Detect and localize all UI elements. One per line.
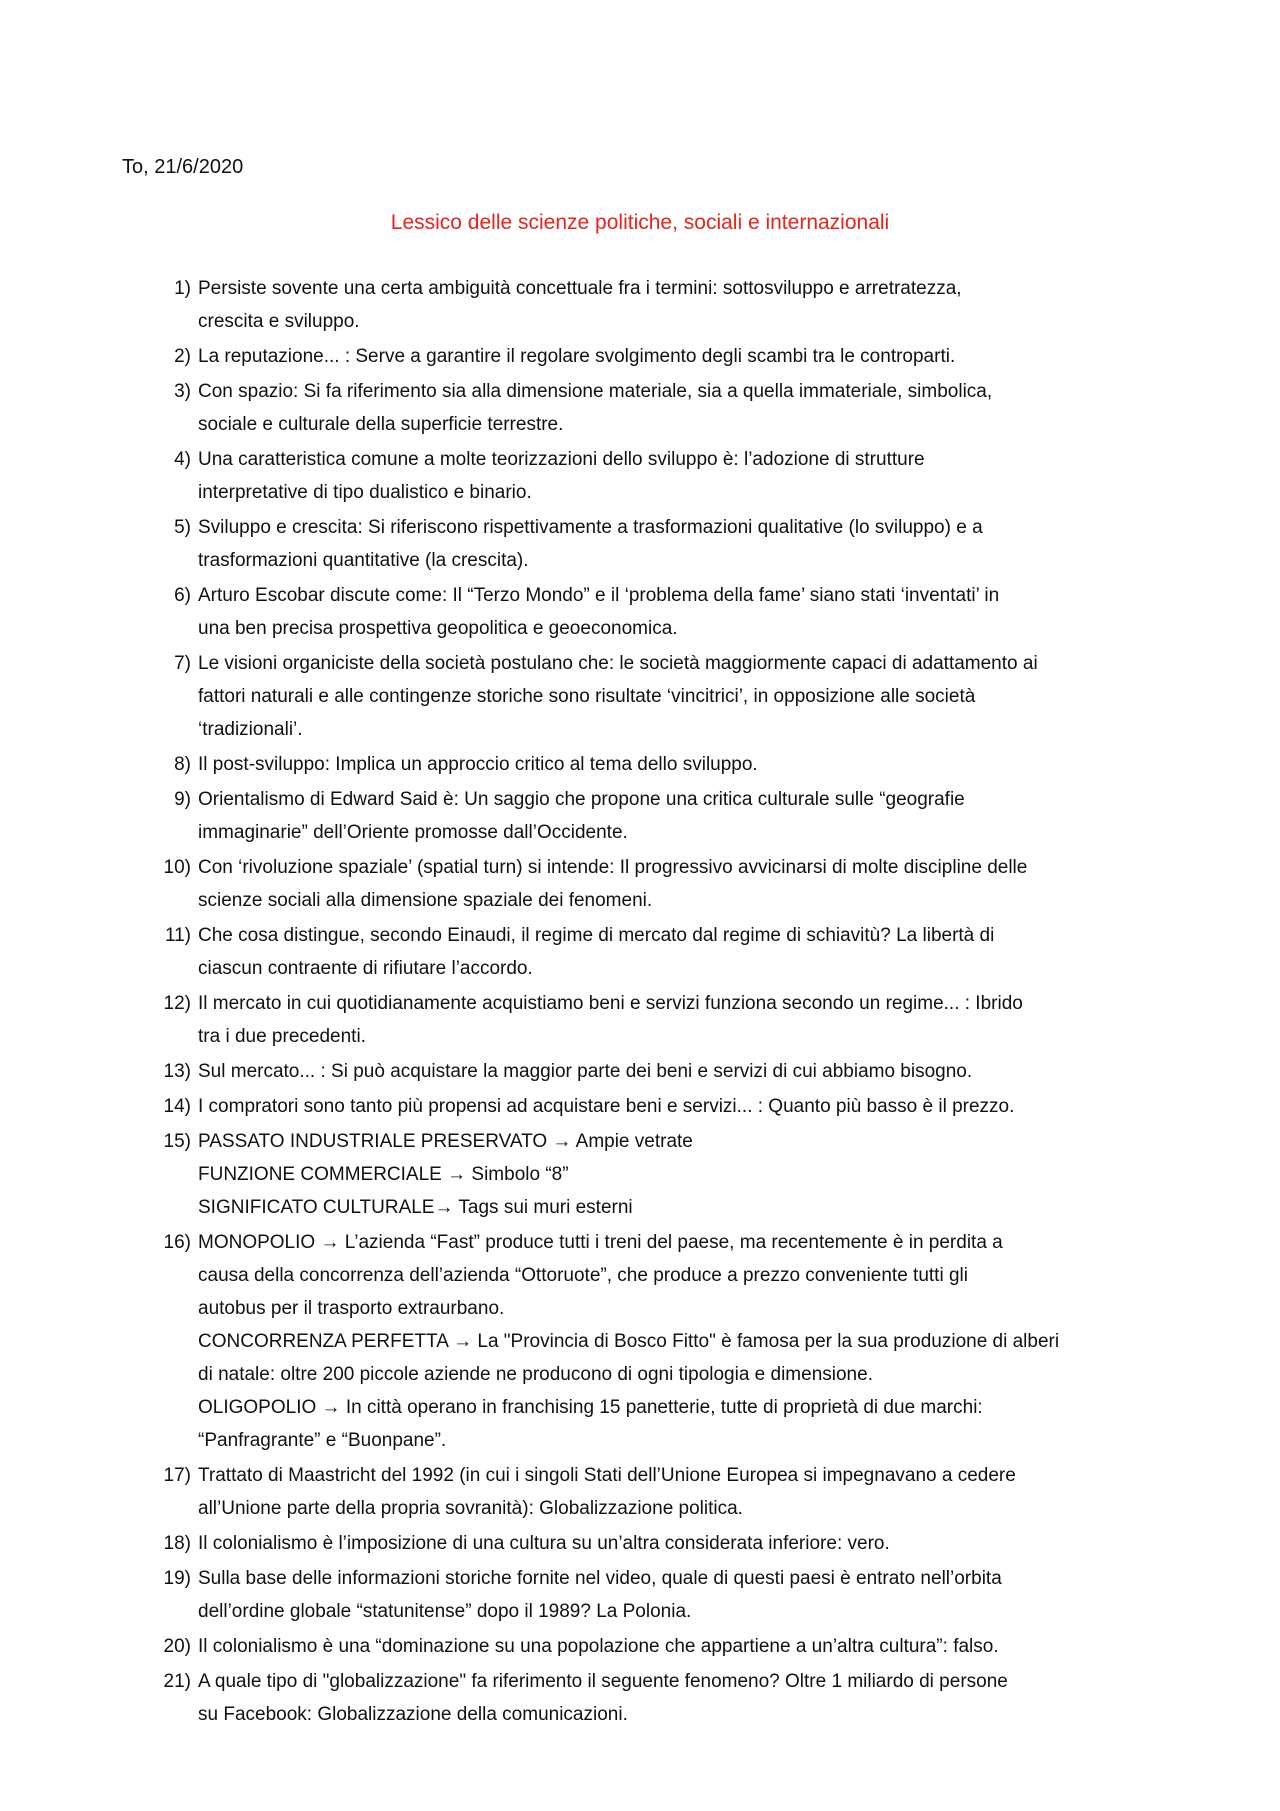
list-item <box>160 272 1160 338</box>
item-number: 11) <box>164 925 191 946</box>
item-number: 1) <box>174 278 191 299</box>
item-text-line: Il mercato in cui quotidianamente acquistiamo beni e servizi funziona secondo un regime... : Ibrido <box>198 993 1023 1014</box>
item-text-line: I compratori sono tanto più propensi ad acquistare beni e servizi... : Quanto più basso è il prezzo. <box>198 1096 1015 1117</box>
document-date: To, 21/6/2020 <box>122 156 244 178</box>
list-item <box>160 748 1160 781</box>
item-text-line: SIGNIFICATO CULTURALE→ Tags sui muri esterni <box>198 1197 633 1218</box>
item-number: 5) <box>174 517 191 538</box>
item-number: 6) <box>174 585 191 606</box>
list-item <box>160 579 1160 645</box>
item-number: 20) <box>163 1636 191 1657</box>
list-item <box>160 919 1160 985</box>
item-text-line: Con ‘rivoluzione spaziale’ (spatial turn) si intende: Il progressivo avvicinarsi di molte discipline delle <box>198 857 1028 878</box>
item-text-line: tra i due precedenti. <box>198 1026 366 1047</box>
item-text-line: ‘tradizionali’. <box>198 719 303 740</box>
item-number: 2) <box>174 346 191 367</box>
item-text-line: trasformazioni quantitative (la crescita). <box>198 550 529 571</box>
item-text-line: Il post-sviluppo: Implica un approccio critico al tema dello sviluppo. <box>198 754 758 775</box>
list-item <box>160 340 1160 373</box>
item-text-line: una ben precisa prospettiva geopolitica e geoeconomica. <box>198 618 678 639</box>
document-title: Lessico delle scienze politiche, sociali e internazionali <box>390 211 890 234</box>
item-text-line: autobus per il trasporto extraurbano. <box>198 1298 505 1319</box>
list-item <box>160 375 1160 441</box>
item-text-line: interpretative di tipo dualistico e binario. <box>198 482 532 503</box>
item-number: 17) <box>163 1465 191 1486</box>
item-text-line: Sviluppo e crescita: Si riferiscono rispettivamente a trasformazioni qualitative (lo sviluppo) e a <box>198 517 983 538</box>
list-item <box>160 783 1160 849</box>
list-item <box>160 511 1160 577</box>
item-text-line: CONCORRENZA PERFETTA → La "Provincia di Bosco Fitto" è famosa per la sua produzione di alberi <box>198 1331 1060 1352</box>
item-text-line: Persiste sovente una certa ambiguità concettuale fra i termini: sottosviluppo e arretratezza, <box>198 278 962 299</box>
item-text-line: OLIGOPOLIO → In città operano in franchising 15 panetterie, tutte di proprietà di due marchi: <box>198 1397 983 1418</box>
list-item <box>160 1562 1160 1628</box>
item-text-line: all’Unione parte della propria sovranità): Globalizzazione politica. <box>198 1498 743 1519</box>
item-text-line: FUNZIONE COMMERCIALE → Simbolo “8” <box>198 1164 569 1185</box>
item-number: 10) <box>163 857 191 878</box>
item-text-line: ciascun contraente di rifiutare l’accordo. <box>198 958 533 979</box>
item-text-line: fattori naturali e alle contingenze storiche sono risultate ‘vincitrici’, in opposizione alle società <box>198 686 976 707</box>
item-text-line: Una caratteristica comune a molte teorizzazioni dello sviluppo è: l’adozione di strutture <box>198 449 925 470</box>
item-text-line: su Facebook: Globalizzazione della comunicazioni. <box>198 1704 628 1725</box>
item-number: 12) <box>163 993 191 1014</box>
item-text-line: Arturo Escobar discute come: Il “Terzo Mondo” e il ‘problema della fame’ siano stati ‘inventati’ in <box>198 585 1000 606</box>
item-text-line: Le visioni organiciste della società postulano che: le società maggiormente capaci di adattamento ai <box>198 653 1038 674</box>
item-number: 8) <box>174 754 191 775</box>
item-text-line: immaginarie” dell’Oriente promosse dall’Occidente. <box>198 822 628 843</box>
item-text-line: Sul mercato... : Si può acquistare la maggior parte dei beni e servizi di cui abbiamo bisogno. <box>198 1061 973 1082</box>
list-item <box>160 1226 1160 1457</box>
item-number: 3) <box>174 381 191 402</box>
list-item <box>160 1630 1160 1663</box>
item-number: 19) <box>163 1568 191 1589</box>
item-number: 18) <box>163 1533 191 1554</box>
item-number: 14) <box>163 1096 191 1117</box>
item-text-line: di natale: oltre 200 piccole aziende ne producono di ogni tipologia e dimensione. <box>198 1364 873 1385</box>
item-number: 4) <box>174 449 191 470</box>
item-number: 9) <box>174 789 191 810</box>
item-text-line: Sulla base delle informazioni storiche fornite nel video, quale di questi paesi è entrato nell’orbita <box>198 1568 1002 1589</box>
item-text-line: “Panfragrante” e “Buonpane”. <box>198 1430 447 1451</box>
item-text-line: A quale tipo di "globalizzazione" fa riferimento il seguente fenomeno? Oltre 1 miliardo di persone <box>198 1671 1008 1692</box>
item-text-line: sociale e culturale della superficie terrestre. <box>198 414 564 435</box>
question-list <box>160 272 1160 1733</box>
item-text-line: La reputazione... : Serve a garantire il regolare svolgimento degli scambi tra le controparti. <box>198 346 956 367</box>
list-item <box>160 1090 1160 1123</box>
item-text-line: Orientalismo di Edward Said è: Un saggio che propone una critica culturale sulle “geografie <box>198 789 965 810</box>
item-text-line: Che cosa distingue, secondo Einaudi, il regime di mercato dal regime di schiavitù? La libertà di <box>198 925 995 946</box>
item-text-line: MONOPOLIO → L’azienda “Fast” produce tutti i treni del paese, ma recentemente è in perdita a <box>198 1232 1003 1253</box>
item-text-line: Trattato di Maastricht del 1992 (in cui i singoli Stati dell’Unione Europea si impegnavano a cedere <box>198 1465 1016 1486</box>
list-item <box>160 987 1160 1053</box>
item-text-line: PASSATO INDUSTRIALE PRESERVATO → Ampie vetrate <box>198 1131 693 1152</box>
item-text-line: Il colonialismo è l’imposizione di una cultura su un’altra considerata inferiore: vero. <box>198 1533 890 1554</box>
list-item <box>160 1665 1160 1731</box>
item-number: 13) <box>163 1061 191 1082</box>
item-text-line: scienze sociali alla dimensione spaziale dei fenomeni. <box>198 890 653 911</box>
item-number: 16) <box>163 1232 191 1253</box>
item-number: 15) <box>163 1131 191 1152</box>
list-item <box>160 1527 1160 1560</box>
item-text-line: Con spazio: Si fa riferimento sia alla dimensione materiale, sia a quella immateriale, simbolica, <box>198 381 993 402</box>
item-text-line: causa della concorrenza dell’azienda “Ottoruote”, che produce a prezzo conveniente tutti gli <box>198 1265 968 1286</box>
list-item <box>160 1125 1160 1224</box>
list-item <box>160 443 1160 509</box>
item-text-line: Il colonialismo è una “dominazione su una popolazione che appartiene a un’altra cultura”: falso. <box>198 1636 999 1657</box>
list-item <box>160 647 1160 746</box>
item-number: 21) <box>163 1671 191 1692</box>
list-item <box>160 1055 1160 1088</box>
list-item <box>160 851 1160 917</box>
item-text-line: crescita e sviluppo. <box>198 311 360 332</box>
item-number: 7) <box>174 653 191 674</box>
item-text-line: dell’ordine globale “statunitense” dopo il 1989? La Polonia. <box>198 1601 692 1622</box>
list-item <box>160 1459 1160 1525</box>
